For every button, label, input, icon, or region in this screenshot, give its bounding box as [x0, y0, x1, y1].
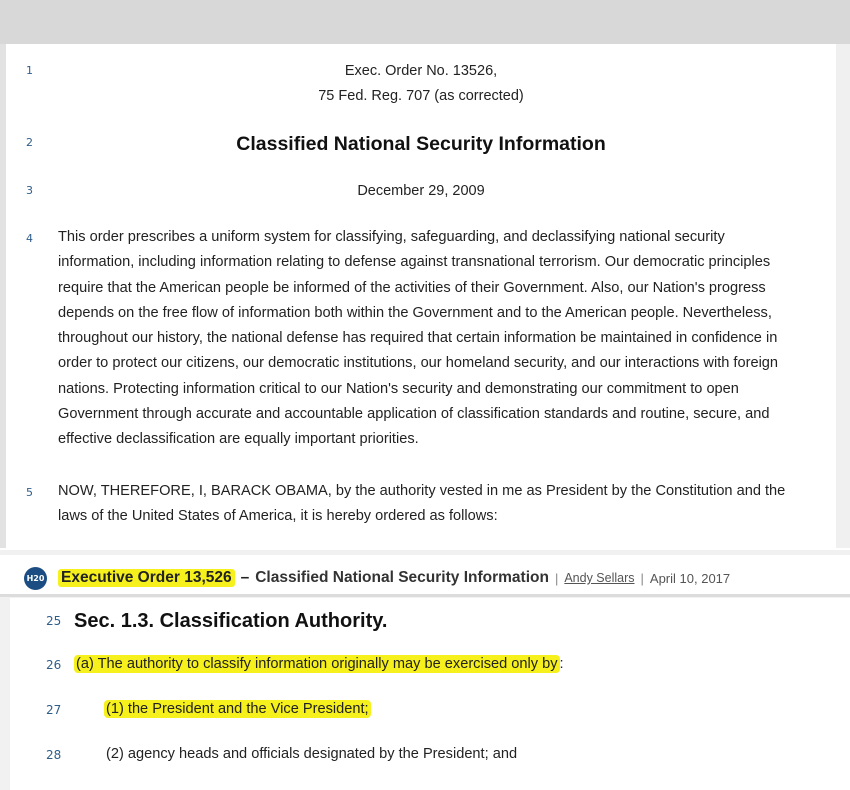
line-number: 26	[46, 658, 62, 672]
preamble-paragraph	[58, 225, 828, 453]
highlight-mark[interactable]: (a) The authority to classify information originally may be exercised only by	[76, 656, 558, 672]
line-number: 25	[46, 614, 62, 628]
paragraph-line: effective declassification are equally important priorities.	[58, 431, 419, 448]
line-number: 1	[26, 64, 33, 77]
line-number: 2	[26, 136, 33, 149]
paragraph-line: Government through accurate and accountable application of classification standards and routine, secure, and	[58, 406, 770, 423]
excerpt-line-27	[104, 701, 371, 717]
line-number: 4	[26, 232, 33, 245]
separator: |	[640, 570, 644, 586]
paragraph-line: require that the American people be informed of the activities of their Government. Also, our Nation's progress	[58, 279, 766, 296]
line-number: 5	[26, 486, 33, 499]
resource-date: April 10, 2017	[649, 570, 731, 586]
separator: |	[554, 570, 559, 586]
resource-title[interactable]: Classified National Security Information	[255, 569, 549, 586]
scrollbar-track[interactable]	[836, 44, 850, 548]
h2o-logo-icon: H20	[24, 567, 47, 590]
document-title: Classified National Security Information	[236, 133, 606, 155]
paragraph-line: This order prescribes a uniform system for classifying, safeguarding, and declassifying national security	[58, 229, 725, 245]
title-dash: –	[240, 569, 250, 586]
citation-line-1: Exec. Order No. 13526,	[344, 63, 498, 79]
paragraph-line: information, including information relating to defense against transnational terrorism. Our democratic principles	[58, 254, 771, 271]
line-number: 28	[46, 748, 62, 762]
section-heading: Sec. 1.3. Classification Authority.	[74, 610, 388, 632]
citation-line-2: 75 Fed. Reg. 707 (as corrected)	[318, 88, 524, 104]
document-header-bar	[0, 0, 850, 44]
enactment-paragraph	[58, 479, 828, 530]
highlight-mark[interactable]: (1) the President and the Vice President;	[106, 701, 369, 717]
paragraph-line: nations. Protecting information critical to our Nation's security and demonstrating our commitment to open	[58, 380, 739, 397]
paragraph-line: depends on the free flow of information both within the Government and to the American people. Nevertheless,	[58, 304, 772, 321]
excerpt-line-28: (2) agency heads and officials designated by the President; and	[106, 746, 518, 762]
document-date: December 29, 2009	[357, 183, 485, 199]
resource-heading	[58, 565, 730, 591]
paragraph-line: laws of the United States of America, it is hereby ordered as follows:	[58, 508, 498, 525]
paragraph-line: order to protect our citizens, our democratic institutions, our homeland security, and our interactions with foreign	[58, 355, 779, 372]
paragraph-line: NOW, THEREFORE, I, BARACK OBAMA, by the authority vested in me as President by the Constitution and the	[58, 483, 786, 499]
casebook-header	[0, 555, 850, 597]
order-number-highlight[interactable]: Executive Order 13,526	[58, 569, 235, 587]
author-link[interactable]: Andy Sellars	[564, 571, 635, 585]
line-number: 27	[46, 703, 62, 717]
line-number: 3	[26, 184, 33, 197]
document-page	[6, 44, 836, 548]
excerpt-line-26: (a) The authority to classify information originally may be exercised only by :	[76, 656, 564, 672]
paragraph-line: throughout our history, the national defense has required that certain information be maintained in confidence in	[58, 330, 778, 347]
